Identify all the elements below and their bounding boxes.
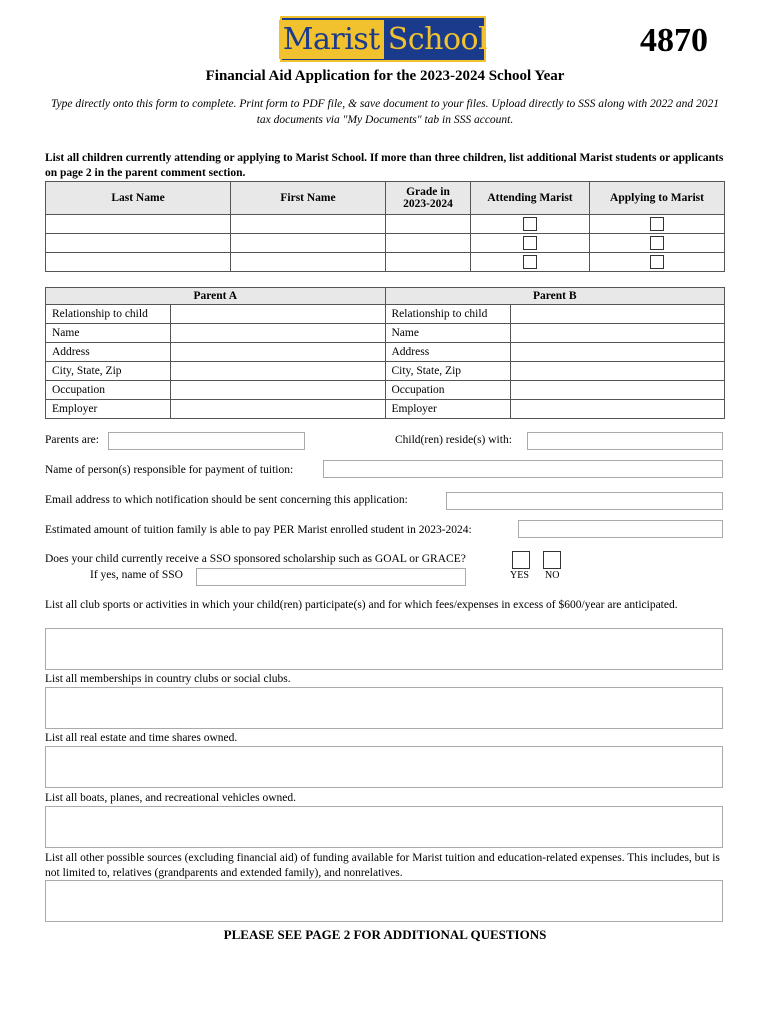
school-logo [280, 16, 486, 62]
parent-b-header: Parent B [385, 288, 725, 305]
sso-question-label: Does your child currently receive a SSO sponsored scholarship such as GOAL or GRACE? [45, 553, 466, 565]
table-row [46, 324, 725, 343]
field-label: Relationship to child [385, 305, 510, 324]
boats-textarea[interactable] [45, 806, 723, 848]
estimated-amount-input[interactable] [518, 520, 723, 538]
grade-input[interactable] [386, 215, 471, 234]
children-reside-label: Child(ren) reside(s) with: [395, 434, 512, 446]
payment-responsible-input[interactable] [323, 460, 723, 478]
parent-b-city-input[interactable] [510, 362, 725, 381]
parent-a-address-input[interactable] [171, 343, 386, 362]
last-name-input[interactable] [46, 234, 231, 253]
table-row [46, 305, 725, 324]
field-label: Name [46, 324, 171, 343]
children-header-row [46, 182, 725, 215]
table-row [46, 253, 725, 272]
field-label: Name [385, 324, 510, 343]
instructions: Type directly onto this form to complete. Print form to PDF file, & save document to your files. Upload directly to SSS along with 2022 and 2021 tax documents via "My Documents" tab in SSS account. [50, 98, 720, 126]
children-table [45, 181, 725, 272]
real-estate-textarea[interactable] [45, 746, 723, 788]
table-row [46, 234, 725, 253]
parent-b-occupation-input[interactable] [510, 381, 725, 400]
estimated-amount-label: Estimated amount of tuition family is able to pay PER Marist enrolled student in 2023-2024: [45, 524, 472, 536]
parents-are-label: Parents are: [45, 434, 99, 446]
logo-word-school: School [387, 21, 488, 57]
col-last-name: Last Name [46, 182, 231, 215]
grade-input[interactable] [386, 234, 471, 253]
col-attending: Attending Marist [471, 182, 590, 215]
first-name-input[interactable] [231, 215, 386, 234]
col-first-name: First Name [231, 182, 386, 215]
parents-are-input[interactable] [108, 432, 305, 450]
sso-yes-checkbox[interactable] [512, 551, 530, 569]
email-label: Email address to which notification should be sent concerning this application: [45, 494, 408, 506]
parent-a-occupation-input[interactable] [171, 381, 386, 400]
attending-checkbox[interactable] [523, 255, 537, 269]
applying-checkbox[interactable] [650, 236, 664, 250]
first-name-input[interactable] [231, 253, 386, 272]
field-label: City, State, Zip [385, 362, 510, 381]
parent-a-header: Parent A [46, 288, 386, 305]
payment-responsible-label: Name of person(s) responsible for payment of tuition: [45, 464, 294, 476]
field-label: City, State, Zip [46, 362, 171, 381]
footer-note: PLEASE SEE PAGE 2 FOR ADDITIONAL QUESTIONS [223, 927, 547, 942]
parent-a-name-input[interactable] [171, 324, 386, 343]
parent-a-employer-input[interactable] [171, 400, 386, 419]
other-sources-textarea[interactable] [45, 880, 723, 922]
other-sources-label: List all other possible sources (excluding financial aid) of funding available for Marist tuition and education-related expenses. This includes, but is not limited to, relatives (grandparents and extended family), and nonrelatives. [45, 852, 720, 879]
parent-a-city-input[interactable] [171, 362, 386, 381]
field-label: Address [385, 343, 510, 362]
sso-name-label: If yes, name of SSO [90, 569, 183, 581]
field-label: Occupation [46, 381, 171, 400]
last-name-input[interactable] [46, 253, 231, 272]
parent-b-relationship-input[interactable] [510, 305, 725, 324]
parent-b-address-input[interactable] [510, 343, 725, 362]
field-label: Relationship to child [46, 305, 171, 324]
logo-word-marist: Marist [279, 20, 384, 59]
table-row [46, 362, 725, 381]
first-name-input[interactable] [231, 234, 386, 253]
sso-name-input[interactable] [196, 568, 466, 586]
parent-a-relationship-input[interactable] [171, 305, 386, 324]
field-label: Address [46, 343, 171, 362]
col-grade: Grade in 2023-2024 [386, 182, 471, 215]
form-number: 4870 [640, 22, 708, 59]
parent-b-name-input[interactable] [510, 324, 725, 343]
attending-checkbox[interactable] [523, 217, 537, 231]
table-row [46, 400, 725, 419]
applying-checkbox[interactable] [650, 217, 664, 231]
children-reside-input[interactable] [527, 432, 723, 450]
attending-checkbox[interactable] [523, 236, 537, 250]
parent-b-employer-input[interactable] [510, 400, 725, 419]
boats-label: List all boats, planes, and recreational vehicles owned. [45, 792, 296, 804]
table-row [46, 215, 725, 234]
email-input[interactable] [446, 492, 723, 510]
memberships-textarea[interactable] [45, 687, 723, 729]
yes-label: YES [510, 570, 529, 581]
parents-table [45, 287, 725, 419]
children-intro: List all children currently attending or applying to Marist School. If more than three children, list additional Marist students or applicants on page 2 in the parent comment section. [45, 152, 724, 179]
real-estate-label: List all real estate and time shares owned. [45, 732, 238, 744]
applying-checkbox[interactable] [650, 255, 664, 269]
club-sports-label: List all club sports or activities in which your child(ren) participate(s) and for which fees/expenses in excess of $600/year are anticipated. [45, 599, 678, 611]
field-label: Employer [385, 400, 510, 419]
table-row [46, 343, 725, 362]
memberships-label: List all memberships in country clubs or social clubs. [45, 673, 291, 685]
table-row [46, 381, 725, 400]
field-label: Employer [46, 400, 171, 419]
col-applying: Applying to Marist [590, 182, 725, 215]
page-title: Financial Aid Application for the 2023-2024 School Year [205, 68, 565, 84]
grade-input[interactable] [386, 253, 471, 272]
club-sports-textarea[interactable] [45, 628, 723, 670]
no-label: NO [545, 570, 560, 581]
last-name-input[interactable] [46, 215, 231, 234]
field-label: Occupation [385, 381, 510, 400]
sso-no-checkbox[interactable] [543, 551, 561, 569]
